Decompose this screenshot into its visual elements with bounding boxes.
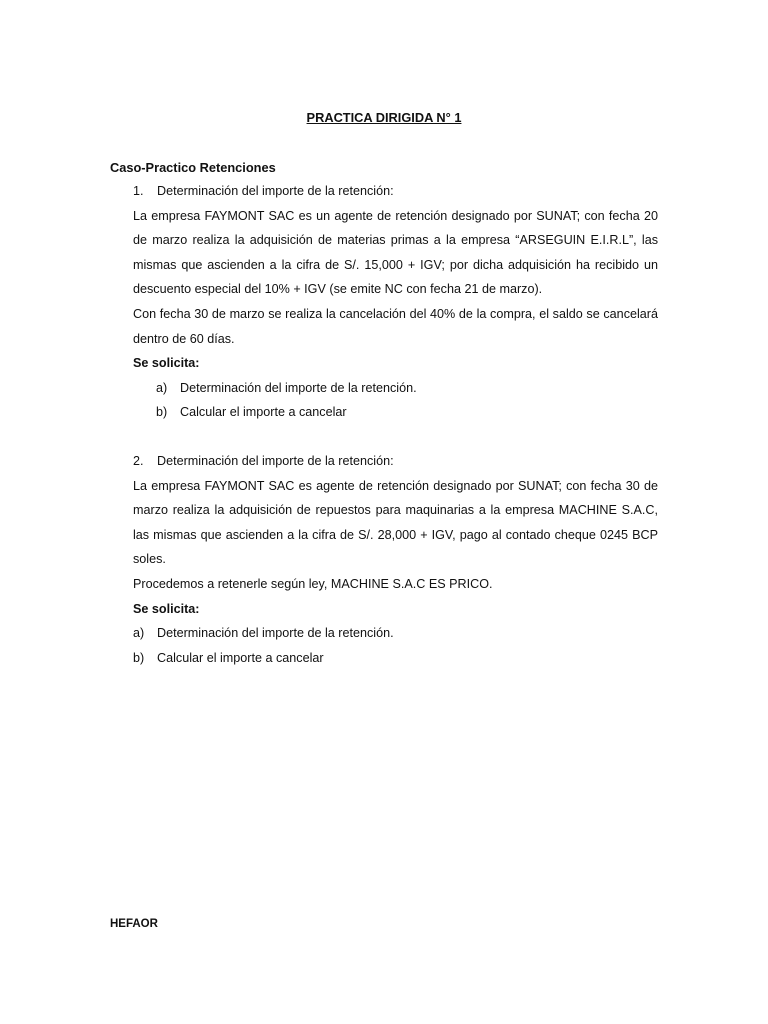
case-1-heading: Determinación del importe de la retención: xyxy=(157,184,394,198)
case-2-request-label: Se solicita: xyxy=(133,601,200,616)
case-2-heading: Determinación del importe de la retención: xyxy=(157,454,394,468)
case-1-item-b xyxy=(133,400,658,425)
case-1-item-a xyxy=(133,376,658,401)
case-2-paragraph-line: La empresa FAYMONT SAC es agente de retención designado por SUNAT; con fecha 30 de xyxy=(133,478,658,493)
footer-text: HEFAOR xyxy=(110,918,158,930)
case-1-paragraph-line: mismas que ascienden a la cifra de S/. 15,000 + IGV; por dicha adquisición ha recibido un xyxy=(133,257,658,272)
case-1-paragraph-line: dentro de 60 días. xyxy=(133,331,235,346)
case-1 xyxy=(133,179,658,425)
case-2-item-a-text: Determinación del importe de la retención. xyxy=(157,626,394,641)
case-2-paragraph-line: soles. xyxy=(133,552,166,567)
case-1-paragraph-line: La empresa FAYMONT SAC es un agente de retención designado por SUNAT; con fecha 20 xyxy=(133,208,658,223)
case-1-paragraph-line: descuento especial del 10% + IGV (se emite NC con fecha 21 de marzo). xyxy=(133,282,543,297)
case-2-item-b-marker: b) xyxy=(133,650,145,665)
case-2-paragraph-line: las mismas que ascienden a la cifra de S/. 28,000 + IGV, pago al contado cheque 0245 BCP xyxy=(133,527,658,542)
case-2-paragraph-line: marzo realiza la adquisición de repuestos para maquinarias a la empresa MACHINE S.A.C, xyxy=(133,503,658,518)
case-2 xyxy=(133,449,658,670)
case-2-item-b-text: Calcular el importe a cancelar xyxy=(157,650,324,665)
page-title: PRACTICA DIRIGIDA N° 1 xyxy=(306,110,462,125)
case-1-item-a-marker: a) xyxy=(156,380,168,395)
case-1-item-b-marker: b) xyxy=(156,405,168,420)
case-2-heading-row xyxy=(133,449,658,474)
case-1-heading-row xyxy=(133,179,658,204)
case-2-paragraph-line: Procedemos a retenerle según ley, MACHINE S.A.C ES PRICO. xyxy=(133,576,493,591)
case-2-item-a xyxy=(133,621,658,646)
case-1-paragraph-line: Con fecha 30 de marzo se realiza la cancelación del 40% de la compra, el saldo se cancelará xyxy=(133,306,658,321)
case-2-item-a-marker: a) xyxy=(133,626,145,641)
case-1-number: 1. xyxy=(133,184,144,198)
case-2-item-b xyxy=(133,646,658,671)
case-2-number: 2. xyxy=(133,454,144,468)
case-1-item-b-text: Calcular el importe a cancelar xyxy=(180,405,347,420)
case-1-paragraph-line: de marzo realiza la adquisición de materias primas a la empresa “ARSEGUIN E.I.R.L”, las xyxy=(133,233,658,248)
case-1-request-label: Se solicita: xyxy=(133,356,200,371)
section-title: Caso-Practico Retenciones xyxy=(110,160,276,175)
case-1-item-a-text: Determinación del importe de la retención. xyxy=(180,380,417,395)
